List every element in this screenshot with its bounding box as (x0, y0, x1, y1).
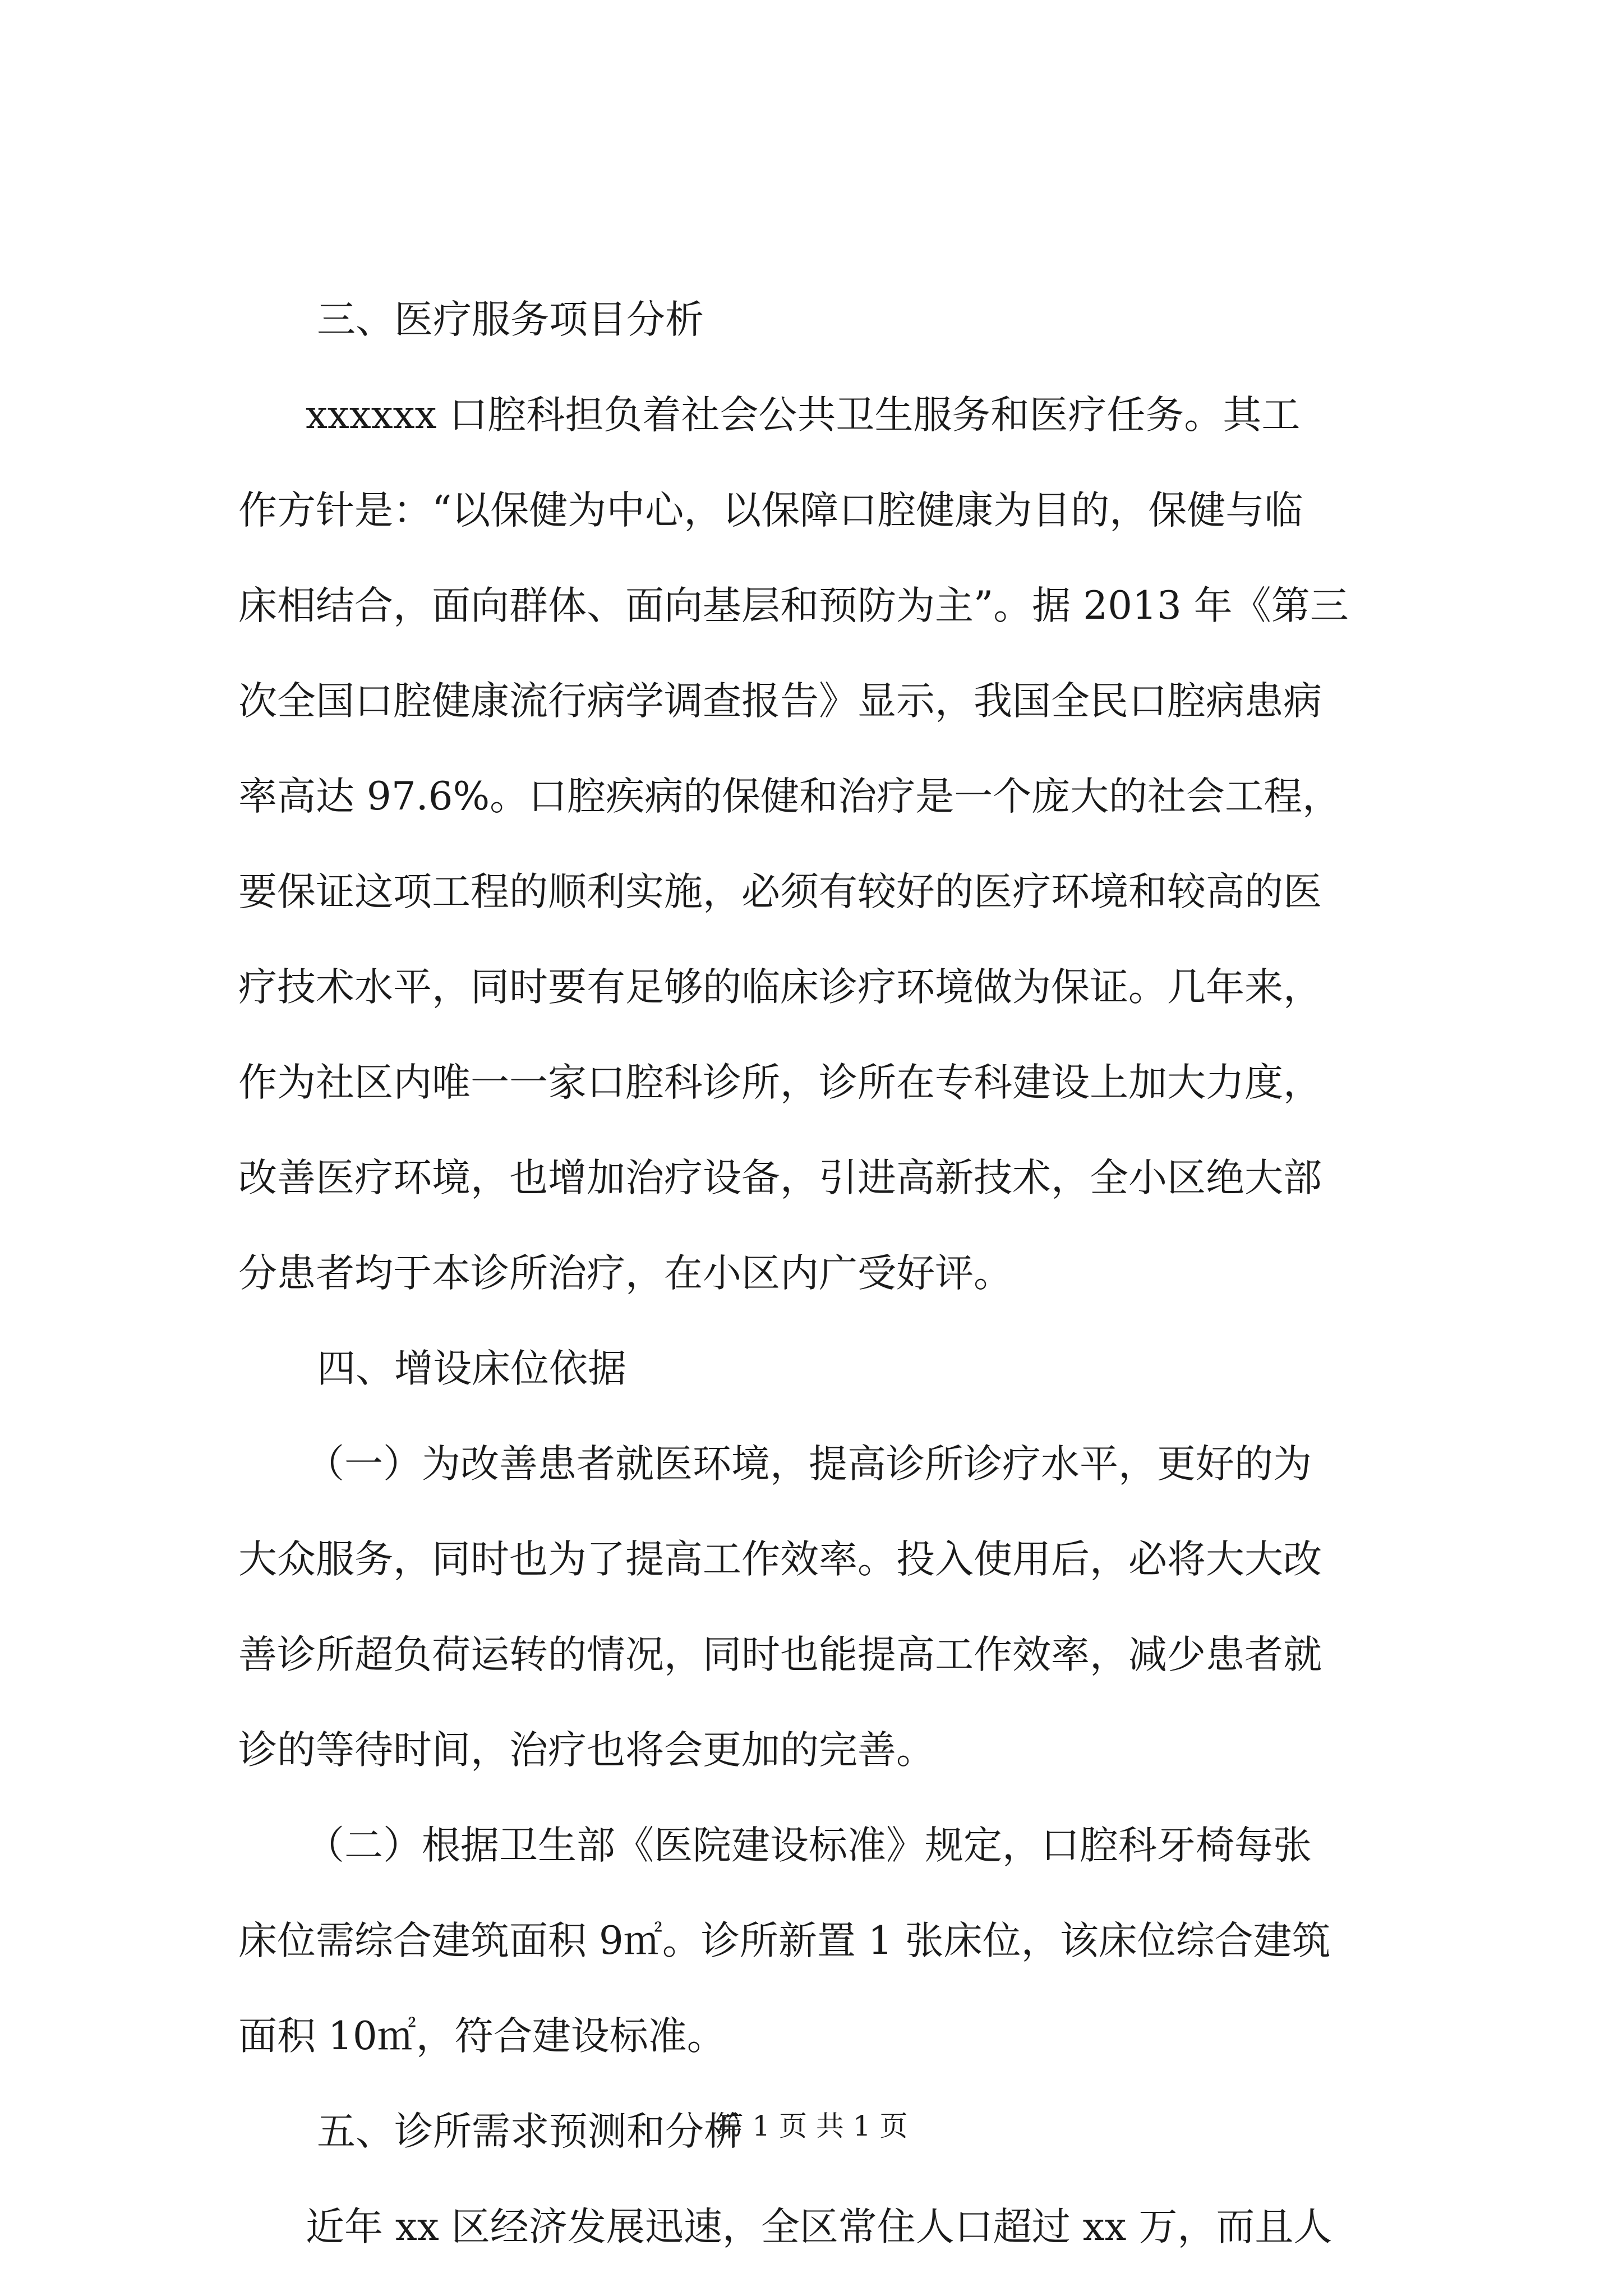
paragraph-line: 近年 xx 区经济发展迅速，全区常住人口超过 xx 万，而且人 (306, 2205, 1332, 2249)
paragraph-line: 面积 10㎡，符合建设标准。 (238, 2014, 726, 2059)
paragraph-line: （二）根据卫生部《医院建设标准》规定，口腔科牙椅每张 (306, 1823, 1312, 1868)
paragraph-line: 作方针是：“以保健为中心，以保障口腔健康为目的，保健与临 (238, 488, 1303, 533)
paragraph-line: 改善医疗环境，也增加治疗设备，引进高新技术，全小区绝大部 (238, 1156, 1322, 1200)
paragraph-line: 率高达 97.6%。口腔疾病的保健和治疗是一个庞大的社会工程， (238, 774, 1341, 819)
paragraph-line: （一）为改善患者就医环境，提高诊所诊疗水平，更好的为 (306, 1442, 1312, 1487)
paragraph-line: 作为社区内唯一一家口腔科诊所，诊所在专科建设上加大力度， (238, 1060, 1322, 1105)
paragraph-line: 床位需综合建筑面积 9㎡。诊所新置 1 张床位，该床位综合建筑 (238, 1918, 1331, 1963)
paragraph-line: 要保证这项工程的顺利实施，必须有较好的医疗环境和较高的医 (238, 869, 1322, 914)
paragraph-line: 次全国口腔健康流行病学调查报告》显示，我国全民口腔病患病 (238, 679, 1322, 724)
paragraph-line: 分患者均于本诊所治疗，在小区内广受好评。 (238, 1251, 1012, 1296)
paragraph-line: 大众服务，同时也为了提高工作效率。投入使用后，必将大大改 (238, 1537, 1322, 1582)
paragraph-line: 床相结合，面向群体、面向基层和预防为主”。据 2013 年《第三 (238, 583, 1349, 628)
paragraph-line: 诊的等待时间，治疗也将会更加的完善。 (238, 1728, 935, 1773)
paragraph-line: 疗技术水平，同时要有足够的临床诊疗环境做为保证。几年来， (238, 965, 1322, 1010)
page-footer: 第 1 页 共 1 页 (715, 2110, 908, 2142)
section-heading: 四、增设床位依据 (317, 1346, 626, 1391)
section-heading: 三、医疗服务项目分析 (317, 297, 704, 342)
section-heading: 五、诊所需求预测和分析 (317, 2109, 743, 2154)
paragraph-line: xxxxxx 口腔科担负着社会公共卫生服务和医疗任务。其工 (306, 393, 1301, 438)
paragraph-line: 善诊所超负荷运转的情况，同时也能提高工作效率，减少患者就 (238, 1632, 1322, 1677)
